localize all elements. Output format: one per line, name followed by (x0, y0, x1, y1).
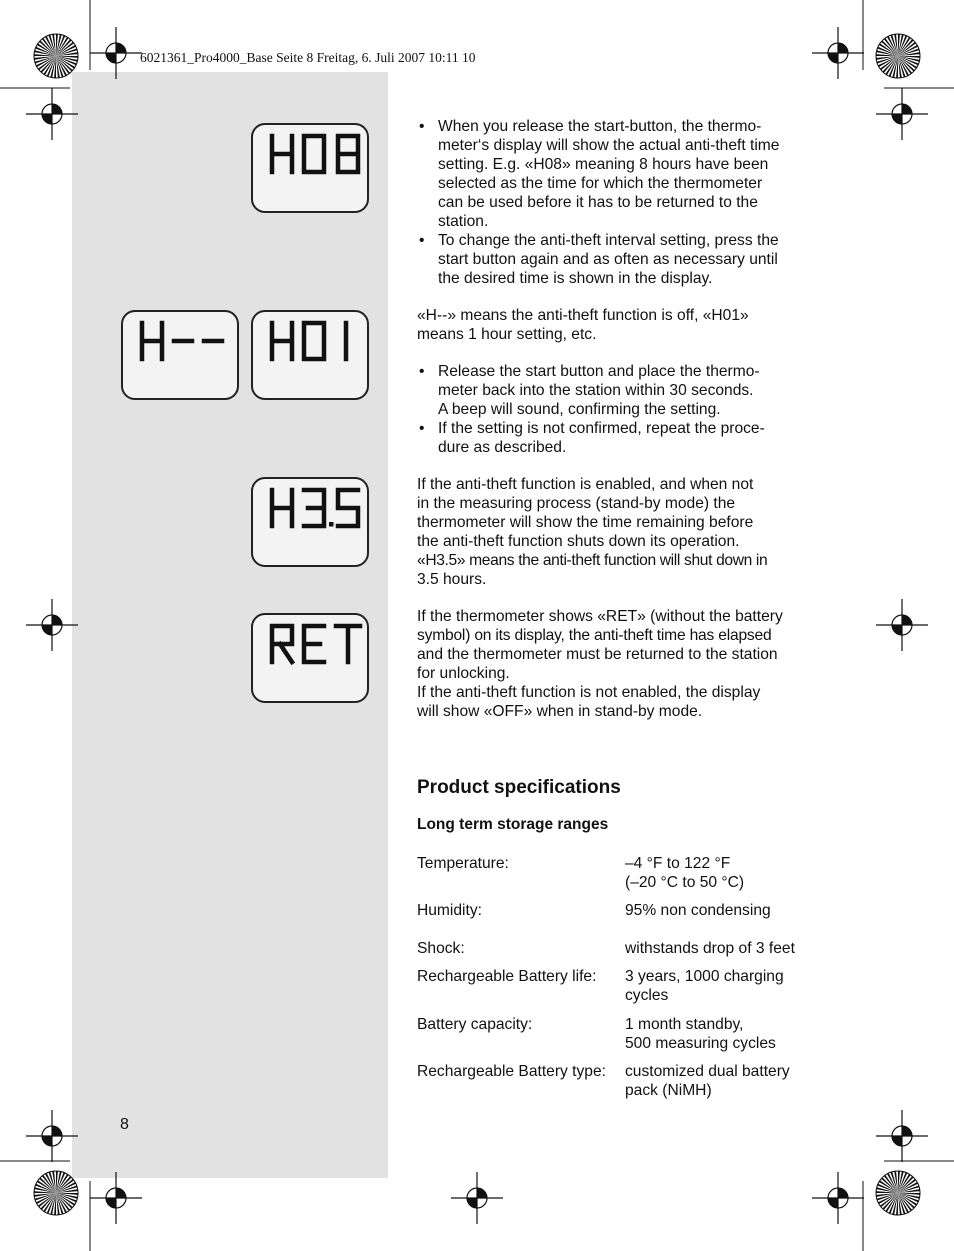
text-line: 3.5 hours. (417, 571, 487, 588)
text-line: the desired time is shown in the display. (438, 270, 713, 287)
text-line: means 1 hour setting, etc. (417, 326, 597, 343)
registration-crosshair-icon (26, 1110, 78, 1162)
page-number: 8 (120, 1116, 129, 1133)
registration-star-icon (33, 33, 79, 79)
text-line: and the thermometer must be returned to the station (417, 646, 778, 663)
spec-value-line: (–20 °C to 50 °C) (625, 874, 745, 891)
registration-star-icon (875, 33, 921, 79)
spec-value-line: withstands drop of 3 feet (625, 940, 795, 957)
spec-value-line: customized dual battery (625, 1063, 790, 1080)
spec-value-line: 1 month standby, (625, 1016, 744, 1033)
spec-value-line: cycles (625, 987, 669, 1004)
registration-crosshair-icon (812, 1172, 864, 1224)
spec-label: Rechargeable Battery life: (417, 968, 597, 985)
text-line: the anti-theft function shuts down its operation. (417, 533, 740, 550)
text-line: If the anti-theft function is not enabled, the display (417, 684, 761, 701)
registration-crosshair-icon (90, 27, 142, 79)
spec-label: Humidity: (417, 902, 482, 919)
registration-crosshair-icon (451, 1172, 503, 1224)
spec-label: Battery capacity: (417, 1016, 533, 1033)
text-line: thermometer will show the time remaining before (417, 514, 754, 531)
text-line: A beep will sound, confirming the setting. (438, 401, 721, 418)
text-line: symbol) on its display, the anti-theft time has elapsed (417, 627, 772, 644)
text-line: If the thermometer shows «RET» (without the battery (417, 608, 783, 625)
registration-star-icon (875, 1170, 921, 1216)
text-line: station. (438, 213, 489, 230)
text-line: setting. E.g. «H08» meaning 8 hours have been (438, 156, 769, 173)
registration-crosshair-icon (876, 1110, 928, 1162)
text-line: «H3.5» means the anti-theft function will shut down in (417, 552, 768, 569)
text-line: • If the setting is not confirmed, repeat the proce- (438, 420, 765, 437)
text-line: for unlocking. (417, 665, 510, 682)
text-line: meter‘s display will show the actual anti-theft time (438, 137, 780, 154)
text-line: • To change the anti-theft interval setting, press the (438, 232, 779, 249)
text-line: will show «OFF» when in stand-by mode. (417, 703, 703, 720)
text-line: If the anti-theft function is enabled, and when not (417, 476, 754, 493)
spec-value-line: 3 years, 1000 charging (625, 968, 784, 985)
section-title: Product specifications (417, 777, 621, 798)
registration-crosshair-icon (26, 599, 78, 651)
subsection-title: Long term storage ranges (417, 816, 609, 833)
spec-value-line: 500 measuring cycles (625, 1035, 776, 1052)
registration-crosshair-icon (812, 27, 864, 79)
spec-value-line: pack (NiMH) (625, 1082, 712, 1099)
text-line: selected as the time for which the thermometer (438, 175, 763, 192)
text-line: meter back into the station within 30 seconds. (438, 382, 754, 399)
text-line: dure as described. (438, 439, 567, 456)
spec-label: Rechargeable Battery type: (417, 1063, 606, 1080)
registration-crosshair-icon (90, 1172, 142, 1224)
spec-value-line: –4 °F to 122 °F (625, 855, 731, 872)
registration-crosshair-icon (26, 88, 78, 140)
registration-star-icon (33, 1170, 79, 1216)
text-line: • When you release the start-button, the thermo- (438, 118, 762, 135)
text-line: start button again and as often as necessary until (438, 251, 778, 268)
text-line: «H--» means the anti-theft function is off, «H01» (417, 307, 749, 324)
text-line: in the measuring process (stand-by mode) the (417, 495, 736, 512)
spec-label: Shock: (417, 940, 465, 957)
text-line: can be used before it has to be returned to the (438, 194, 758, 211)
registration-crosshair-icon (876, 599, 928, 651)
registration-crosshair-icon (876, 88, 928, 140)
text-line: • Release the start button and place the thermo- (438, 363, 760, 380)
spec-label: Temperature: (417, 855, 509, 872)
print-header: 6021361_Pro4000_Base Seite 8 Freitag, 6. Juli 2007 10:11 10 (140, 50, 476, 65)
spec-value-line: 95% non condensing (625, 902, 771, 919)
